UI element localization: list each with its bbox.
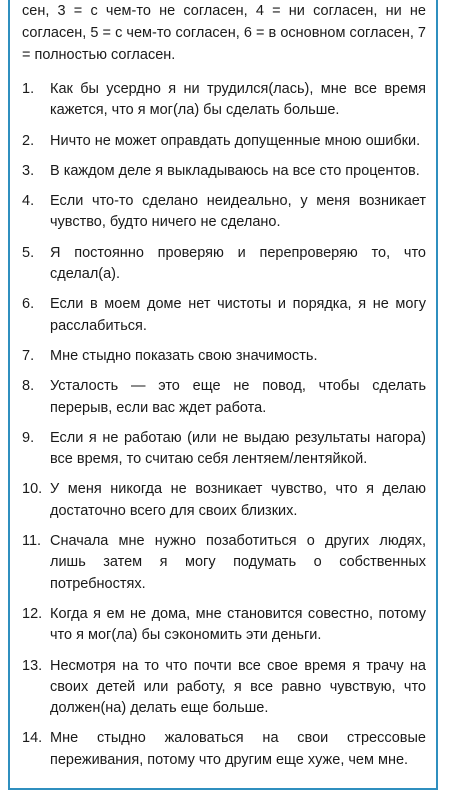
list-item <box>22 131 426 152</box>
item-number: 12. <box>22 605 43 622</box>
list-item <box>22 728 426 771</box>
item-text: Как бы усердно я ни трудился(лась), мне все время кажется, что я мог(ла) бы сделать больше. <box>50 81 426 119</box>
item-number: 5. <box>22 244 35 261</box>
item-number: 1. <box>22 81 35 97</box>
item-number: 3. <box>22 162 35 179</box>
list-item <box>22 243 426 286</box>
statement-list <box>22 79 426 771</box>
item-text: Усталость — это еще не повод, чтобы сделать перерыв, если вас ждет работа. <box>50 378 426 416</box>
item-number: 4. <box>22 193 35 210</box>
item-number: 9. <box>22 429 35 446</box>
list-item <box>22 479 426 522</box>
item-number: 7. <box>22 347 35 364</box>
item-number: 14. <box>22 730 43 747</box>
list-item <box>22 161 426 182</box>
item-text: Если что-то сделано неидеально, у меня возникает чувство, будто ничего не сделано. <box>50 193 426 231</box>
item-text: Сначала мне нужно позаботиться о других людях, лишь затем я могу подумать о собственных потребностях. <box>50 533 426 592</box>
list-item <box>22 376 426 419</box>
list-item <box>22 191 426 234</box>
item-text: В каждом деле я выкладываюсь на все сто процентов. <box>50 162 420 179</box>
list-item <box>22 428 426 471</box>
item-text: Я постоянно проверяю и перепроверяю то, что сделал(а). <box>50 244 426 283</box>
item-number: 11. <box>22 533 42 550</box>
item-text: Ничто не может оправдать допущенные мною ошибки. <box>50 132 421 149</box>
item-text: Если я не работаю (или не выдаю результаты нагора) все время, то считаю себя лентяем/лентяйкой. <box>50 429 426 468</box>
item-number: 8. <box>22 378 35 395</box>
item-text: У меня никогда не возникает чувство, что я делаю достаточно всего для своих близких. <box>50 481 426 519</box>
item-number: 13. <box>22 657 43 674</box>
list-item <box>22 294 426 337</box>
item-text: Мне стыдно показать свою значимость. <box>50 347 318 364</box>
list-item <box>22 656 426 720</box>
list-item <box>22 531 426 595</box>
list-item <box>22 604 426 647</box>
item-text: Если в моем доме нет чистоты и порядка, я не могу расслабиться. <box>50 296 426 334</box>
item-number: 6. <box>22 296 35 313</box>
item-text: Когда я ем не дома, мне становится совестно, потому что я мог(ла) бы сэкономить эти деньги. <box>50 605 426 644</box>
list-item <box>22 79 426 122</box>
item-number: 10. <box>22 481 43 498</box>
list-item <box>22 346 426 367</box>
scale-description: сен, 3 = с чем-то не согласен, 4 = ни согласен, ни не согласен, 5 = с чем-то согласен, 6 = в основном согласен, 7 = полностью согласен. <box>22 3 426 63</box>
item-text: Несмотря на то что почти все свое время я трачу на своих детей или работу, я все равно чувствую, что должен(на) делать еще больше. <box>50 657 426 717</box>
item-number: 2. <box>22 132 35 149</box>
item-text: Мне стыдно жаловаться на свои стрессовые переживания, потому что другим еще хуже, чем мне. <box>50 730 426 768</box>
